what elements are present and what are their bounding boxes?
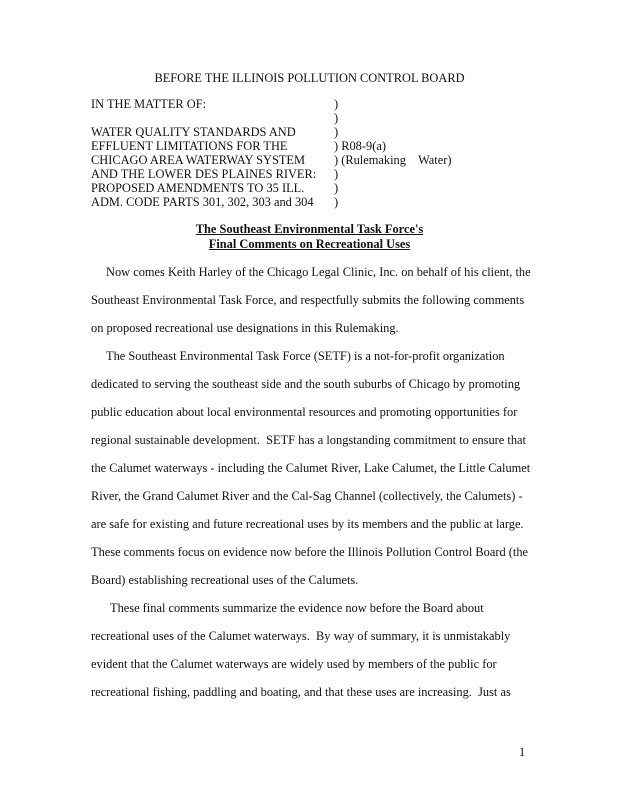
body-line: recreational uses of the Calumet waterways. By way of summary, it is unmistakably bbox=[91, 629, 511, 643]
caption-right-line: ) (Rulemaking Water) bbox=[334, 153, 452, 167]
caption-left-line: ADM. CODE PARTS 301, 302, 303 and 304 bbox=[91, 195, 314, 209]
caption-left-line: EFFLUENT LIMITATIONS FOR THE bbox=[91, 139, 288, 153]
caption-right-line: ) R08-9(a) bbox=[334, 139, 386, 153]
body-line: the Calumet waterways - including the Calumet River, Lake Calumet, the Little Calumet bbox=[91, 461, 531, 475]
page-number: 1 bbox=[519, 745, 526, 759]
caption-right-line: ) bbox=[334, 111, 339, 125]
body-line: recreational fishing, paddling and boating, and that these uses are increasing. Just as bbox=[91, 685, 511, 699]
body-line: Now comes Keith Harley of the Chicago Legal Clinic, Inc. on behalf of his client, the bbox=[106, 265, 531, 279]
caption-left-line: PROPOSED AMENDMENTS TO 35 ILL. bbox=[91, 181, 305, 195]
caption-right-line: ) bbox=[334, 181, 339, 195]
caption-right-line: ) bbox=[334, 167, 339, 181]
body-line: on proposed recreational use designations in this Rulemaking. bbox=[91, 321, 399, 335]
body-line: public education about local environmental resources and promoting opportunities for bbox=[91, 405, 518, 419]
caption-left-line: WATER QUALITY STANDARDS AND bbox=[91, 125, 296, 139]
caption-left-line: CHICAGO AREA WATERWAY SYSTEM bbox=[91, 153, 305, 167]
document-title-line-2: Final Comments on Recreational Uses bbox=[208, 237, 411, 251]
body-line: These comments focus on evidence now before the Illinois Pollution Control Board (the bbox=[91, 545, 529, 559]
caption-right-line: ) bbox=[334, 97, 339, 111]
body-line: Southeast Environmental Task Force, and respectfully submits the following comments bbox=[91, 293, 525, 307]
body-line: Board) establishing recreational uses of the Calumets. bbox=[91, 573, 359, 587]
body-line: are safe for existing and future recreational uses by its members and the public at large. bbox=[91, 517, 524, 531]
caption-right-line: ) bbox=[334, 195, 339, 209]
document-title-line-1: The Southeast Environmental Task Force's bbox=[195, 222, 424, 236]
body-line: These final comments summarize the evidence now before the Board about bbox=[110, 601, 484, 615]
caption-left-line: IN THE MATTER OF: bbox=[91, 97, 207, 111]
body-line: dedicated to serving the southeast side and the south suburbs of Chicago by promoting bbox=[91, 377, 521, 391]
caption-left-line: AND THE LOWER DES PLAINES RIVER: bbox=[91, 167, 317, 181]
body-line: The Southeast Environmental Task Force (SETF) is a not-for-profit organization bbox=[106, 349, 505, 363]
body-line: evident that the Calumet waterways are widely used by members of the public for bbox=[91, 657, 497, 671]
body-line: regional sustainable development. SETF has a longstanding commitment to ensure that bbox=[91, 433, 526, 447]
caption-right-line: ) bbox=[334, 125, 339, 139]
board-title: BEFORE THE ILLINOIS POLLUTION CONTROL BOARD bbox=[154, 71, 465, 85]
body-line: River, the Grand Calumet River and the Cal-Sag Channel (collectively, the Calumets) - bbox=[91, 489, 523, 503]
